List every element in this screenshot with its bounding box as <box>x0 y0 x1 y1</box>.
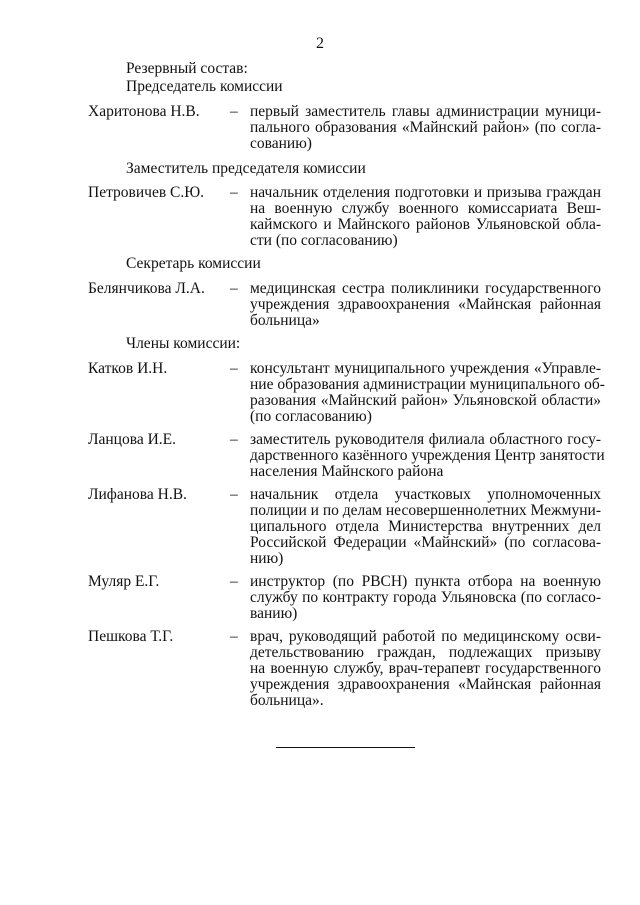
description-line: каймского и Майнского районов Ульяновской обла- <box>250 216 601 233</box>
description-line: (по согласованию) <box>250 408 372 425</box>
description-line: ванию) <box>250 605 298 622</box>
description-line: больница» <box>250 312 320 329</box>
description-line: населения Майнского района <box>250 463 444 480</box>
position-description <box>250 487 601 567</box>
heading-chairman: Председатель комиссии <box>126 78 283 95</box>
description-line: службу по контракту города Ульяновска (по согласо- <box>250 589 601 606</box>
page-number: 2 <box>316 35 324 52</box>
description-line: начальник отделения подготовки и призыва граждан <box>250 184 601 201</box>
dash: – <box>230 628 238 645</box>
person-name: Харитонова Н.В. <box>88 103 200 120</box>
person-name: Лифанова Н.В. <box>88 486 187 503</box>
position-description <box>250 360 605 425</box>
description-line: детельствованию граждан, подлежащих призыву <box>250 644 601 661</box>
person-name: Пешкова Т.Г. <box>88 628 174 645</box>
description-line: полиции и по делам несовершеннолетних Межмуни- <box>250 502 601 519</box>
description-line: ципального отдела Министерства внутренних дел <box>250 518 601 535</box>
person-name: Катков И.Н. <box>88 360 168 377</box>
dash: – <box>230 280 238 297</box>
description-line: заместитель руководителя филиала областного госу- <box>250 431 601 448</box>
description-line: нию) <box>250 550 284 567</box>
description-line: инструктор (по РВСН) пункта отбора на военную <box>250 573 601 590</box>
position-description <box>250 629 601 709</box>
end-divider <box>276 747 415 748</box>
dash: – <box>230 486 238 503</box>
dash: – <box>230 360 238 377</box>
description-line: на военную службу, врач-терапевт государственного <box>250 660 601 677</box>
position-description <box>250 574 601 622</box>
description-line: начальник отдела участковых уполномоченных <box>250 486 601 503</box>
description-line: Российской Федерации «Майнский» (по согласова- <box>250 534 601 551</box>
description-line: дарственного казённого учреждения Центр занятости <box>250 447 605 464</box>
position-description <box>250 104 601 152</box>
description-line: пального образования «Майнский район» (по согла- <box>250 119 601 136</box>
description-line: консультант муниципального учреждения «Управле- <box>250 360 601 377</box>
dash: – <box>230 573 238 590</box>
description-line: сти (по согласованию) <box>250 232 398 249</box>
heading-reserve: Резервный состав: <box>126 60 248 77</box>
person-name: Муляр Е.Г. <box>88 573 160 590</box>
description-line: больница». <box>250 692 324 709</box>
description-line: первый заместитель главы администрации муници- <box>250 103 601 120</box>
position-description <box>250 281 601 329</box>
heading-deputy: Заместитель председателя комиссии <box>126 160 366 177</box>
description-line: ние образования администрации муниципального об- <box>250 376 605 393</box>
description-line: на военную службу военного комиссариата Веш- <box>250 200 601 217</box>
description-line: сованию) <box>250 135 312 152</box>
dash: – <box>230 184 238 201</box>
position-description <box>250 431 605 480</box>
description-line: учреждения здравоохранения «Майнская районная <box>250 296 601 313</box>
person-name: Ланцова И.Е. <box>88 431 177 448</box>
dash: – <box>230 431 238 448</box>
person-name: Белянчикова Л.А. <box>88 280 205 297</box>
description-line: учреждения здравоохранения «Майнская районная <box>250 676 601 693</box>
position-description <box>250 185 601 249</box>
description-line: врач, руководящий работой по медицинскому осви- <box>250 628 601 645</box>
dash: – <box>230 103 238 120</box>
heading-secretary: Секретарь комиссии <box>126 255 261 272</box>
person-name: Петровичев С.Ю. <box>88 184 205 201</box>
heading-members: Члены комиссии: <box>126 335 241 352</box>
description-line: медицинская сестра поликлиники государственного <box>250 280 601 297</box>
description-line: разования «Майнский район» Ульяновской области» <box>250 392 601 409</box>
